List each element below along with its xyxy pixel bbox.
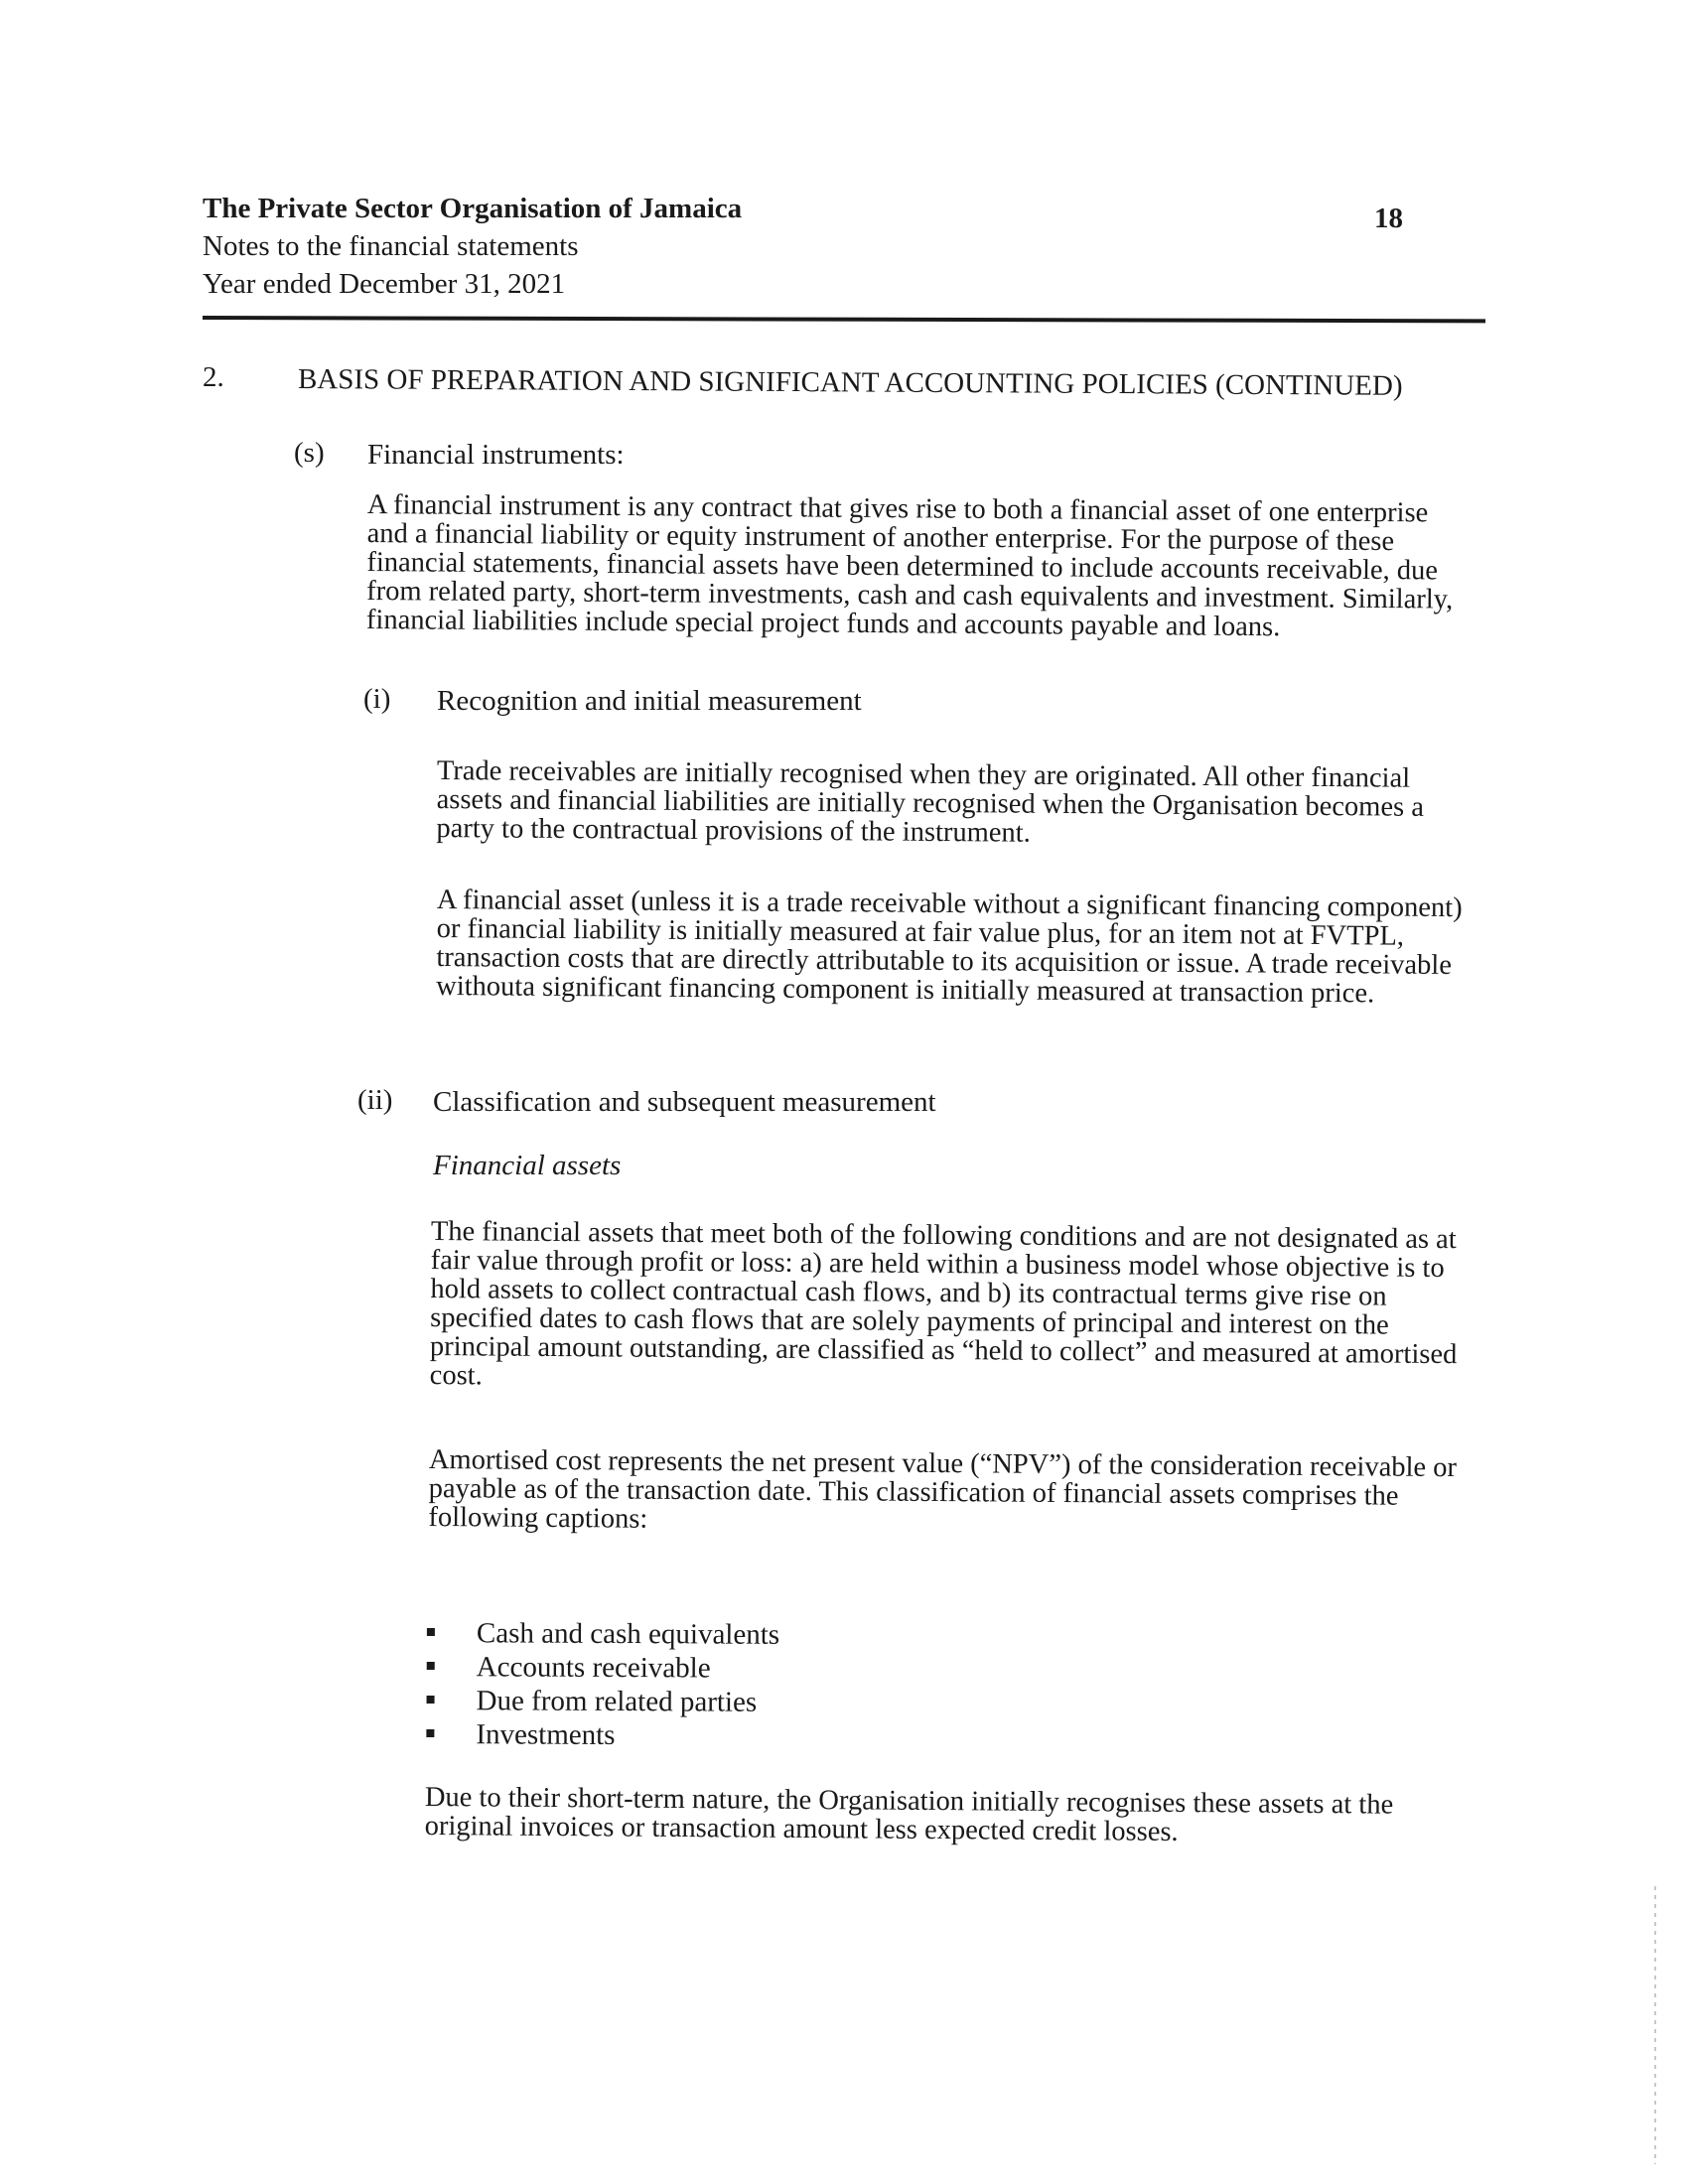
list-item: Due from related parties xyxy=(426,1684,778,1719)
item-ii-paragraph-1: The financial assets that meet both of the following conditions and are not designated as at fair value through profit or loss: a) are held within a business model whose objective is to hold assets to collect contractual cash flows, and b) its contractual terms give rise on specified dates to cash flows that are solely payments of principal and interest on the principal amount outstanding, are classified as “held to collect” and measured at amortised cost. xyxy=(429,1216,1458,1392)
item-i-paragraph-2: A financial asset (unless it is a trade receivable without a significant financing component) or financial liability is initially measured at fair value plus, for an item not at FVTPL, transaction costs that are directly attributable to its acquisition or issue. A trade receivable withouta significant financing component is initially measured at transaction price. xyxy=(436,885,1463,1010)
page-number: 18 xyxy=(1374,203,1403,234)
document-subtitle: Notes to the financial statements xyxy=(203,230,579,262)
subsection-s-paragraph: A financial instrument is any contract that gives rise to both a financial asset of one enterprise and a financial liability or equity instrument of another enterprise. For the purpose of these financial statements, financial assets have been determined to include accounts receivable, due from related party, short-term investments, cash and cash equivalents and investment. Similarly, financial liabilities include special project funds and accounts payable and loans. xyxy=(365,489,1454,643)
bullet-icon xyxy=(427,1662,435,1670)
section-title: BASIS OF PREPARATION AND SIGNIFICANT ACCOUNTING POLICIES (CONTINUED) xyxy=(297,363,1403,402)
section-number: 2. xyxy=(203,361,224,393)
item-i-paragraph-1: Trade receivables are initially recognised when they are originated. All other financial assets and financial liabilities are initially recognised when the Organisation becomes a party to the contractual provisions of the instrument. xyxy=(436,755,1425,849)
bullet-icon xyxy=(427,1628,435,1636)
subsection-s-heading: Financial instruments: xyxy=(367,439,625,471)
list-item: Cash and cash equivalents xyxy=(427,1616,779,1652)
reporting-period: Year ended December 31, 2021 xyxy=(203,268,566,300)
list-item: Investments xyxy=(426,1717,778,1753)
bullet-icon xyxy=(426,1729,434,1737)
scan-artifact xyxy=(1654,1886,1656,2164)
bullet-icon xyxy=(427,1696,435,1704)
item-ii-paragraph-3: Due to their short-term nature, the Organisation initially recognises these assets at the original invoices or transaction amount less expected credit losses. xyxy=(424,1782,1394,1847)
captions-list xyxy=(426,1616,779,1753)
item-i-heading: Recognition and initial measurement xyxy=(437,685,862,717)
item-ii-label: (ii) xyxy=(357,1084,393,1116)
item-i-label: (i) xyxy=(363,683,391,715)
financial-assets-subheading: Financial assets xyxy=(433,1150,622,1181)
subsection-s-label: (s) xyxy=(294,437,325,469)
list-item: Accounts receivable xyxy=(427,1650,779,1686)
item-ii-heading: Classification and subsequent measurement xyxy=(433,1086,936,1118)
header-divider xyxy=(203,316,1485,323)
organisation-name: The Private Sector Organisation of Jamaica xyxy=(203,193,743,224)
item-ii-paragraph-2: Amortised cost represents the net present value (“NPV”) of the consideration receivable or payable as of the transaction date. This classification of financial assets comprises the following captions: xyxy=(428,1444,1458,1535)
